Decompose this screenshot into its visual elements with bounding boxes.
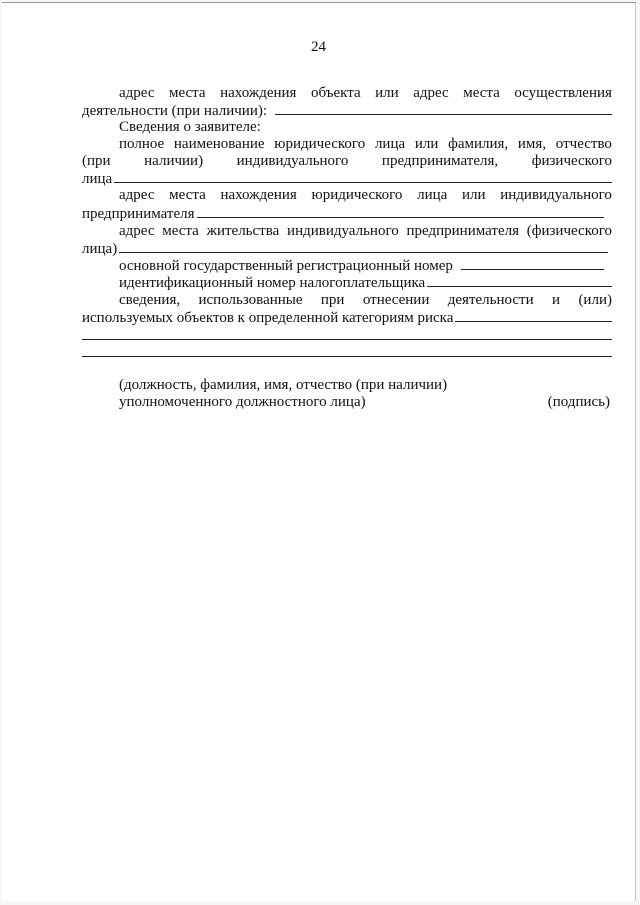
word: адрес [413, 85, 449, 101]
word: физического [531, 153, 612, 169]
inn-line [119, 273, 612, 291]
official-line-2: уполномоченного должностного лица) [119, 394, 366, 410]
word: места [162, 223, 199, 239]
word: (или) [578, 292, 612, 308]
legal-address-label-end: предпринимателя [82, 206, 195, 222]
full-name-line-1 [119, 135, 612, 153]
object-address-field[interactable] [275, 101, 612, 115]
word: предпринимателя, [381, 153, 499, 169]
full-name-field[interactable] [114, 169, 612, 183]
blank-rule-1[interactable] [82, 339, 612, 340]
word: лица [374, 136, 406, 152]
object-address-line-1 [119, 84, 612, 102]
object-address-label: деятельности (при наличии): [82, 103, 268, 119]
full-name-line-3 [82, 169, 612, 187]
word: юридического [311, 187, 403, 203]
word: или [414, 136, 439, 152]
word: адрес [119, 187, 155, 203]
risk-line-2 [82, 308, 612, 326]
word: объекта [310, 85, 361, 101]
word: лица [417, 187, 448, 203]
word: деятельности [447, 292, 534, 308]
legal-address-line-2 [82, 204, 612, 222]
ogrn-label: основной государственный регистрационный номер [119, 258, 453, 274]
word: сведения, [119, 292, 181, 308]
word: или [462, 187, 486, 203]
inn-field[interactable] [427, 273, 612, 287]
ogrn-line [119, 256, 612, 274]
full-name-label-end: лица [82, 171, 113, 187]
word: отнесении [362, 292, 430, 308]
residence-line-1 [119, 222, 612, 240]
residence-field[interactable] [119, 239, 608, 253]
word: наименование [173, 136, 265, 152]
word: (физического [526, 223, 612, 239]
page-number: 24 [311, 39, 326, 55]
official-line-1: (должность, фамилия, имя, отчество (при наличии) [119, 377, 448, 393]
word: и [552, 292, 561, 308]
word: (при [82, 153, 111, 169]
word: отчество [555, 136, 612, 152]
word: полное [119, 136, 165, 152]
word: имя, [517, 136, 547, 152]
word: юридического [274, 136, 366, 152]
word: адрес [119, 85, 155, 101]
residence-label-end: лица) [82, 241, 118, 257]
legal-address-field[interactable] [197, 204, 605, 218]
full-name-line-2 [82, 152, 612, 170]
risk-field[interactable] [455, 308, 612, 322]
residence-line-2 [82, 239, 612, 257]
word: наличии) [144, 153, 204, 169]
inn-label: идентификационный номер налогоплательщика [119, 275, 426, 291]
word: предпринимателя [406, 223, 519, 239]
word: индивидуального [500, 187, 612, 203]
word: осуществления [514, 85, 612, 101]
word: места [463, 85, 500, 101]
word: или [375, 85, 399, 101]
applicant-heading: Сведения о заявителе: [119, 119, 261, 135]
ogrn-field[interactable] [461, 256, 604, 270]
word: жительства [206, 223, 280, 239]
word: адрес [119, 223, 155, 239]
word: индивидуального [287, 223, 399, 239]
signature-label: (подпись) [547, 394, 610, 410]
risk-label: используемых объектов к определенной категориям риска [82, 310, 454, 326]
object-address-line-2 [82, 101, 612, 119]
word: фамилия, [448, 136, 509, 152]
blank-rule-2[interactable] [82, 356, 612, 357]
word: места [169, 85, 206, 101]
legal-address-line-1 [119, 186, 612, 204]
word: места [169, 187, 206, 203]
word: использованные [198, 292, 303, 308]
word: нахождения [220, 187, 297, 203]
word: при [320, 292, 345, 308]
risk-line-1 [119, 291, 612, 309]
word: нахождения [220, 85, 297, 101]
document-page [2, 2, 636, 901]
word: индивидуального [236, 153, 349, 169]
